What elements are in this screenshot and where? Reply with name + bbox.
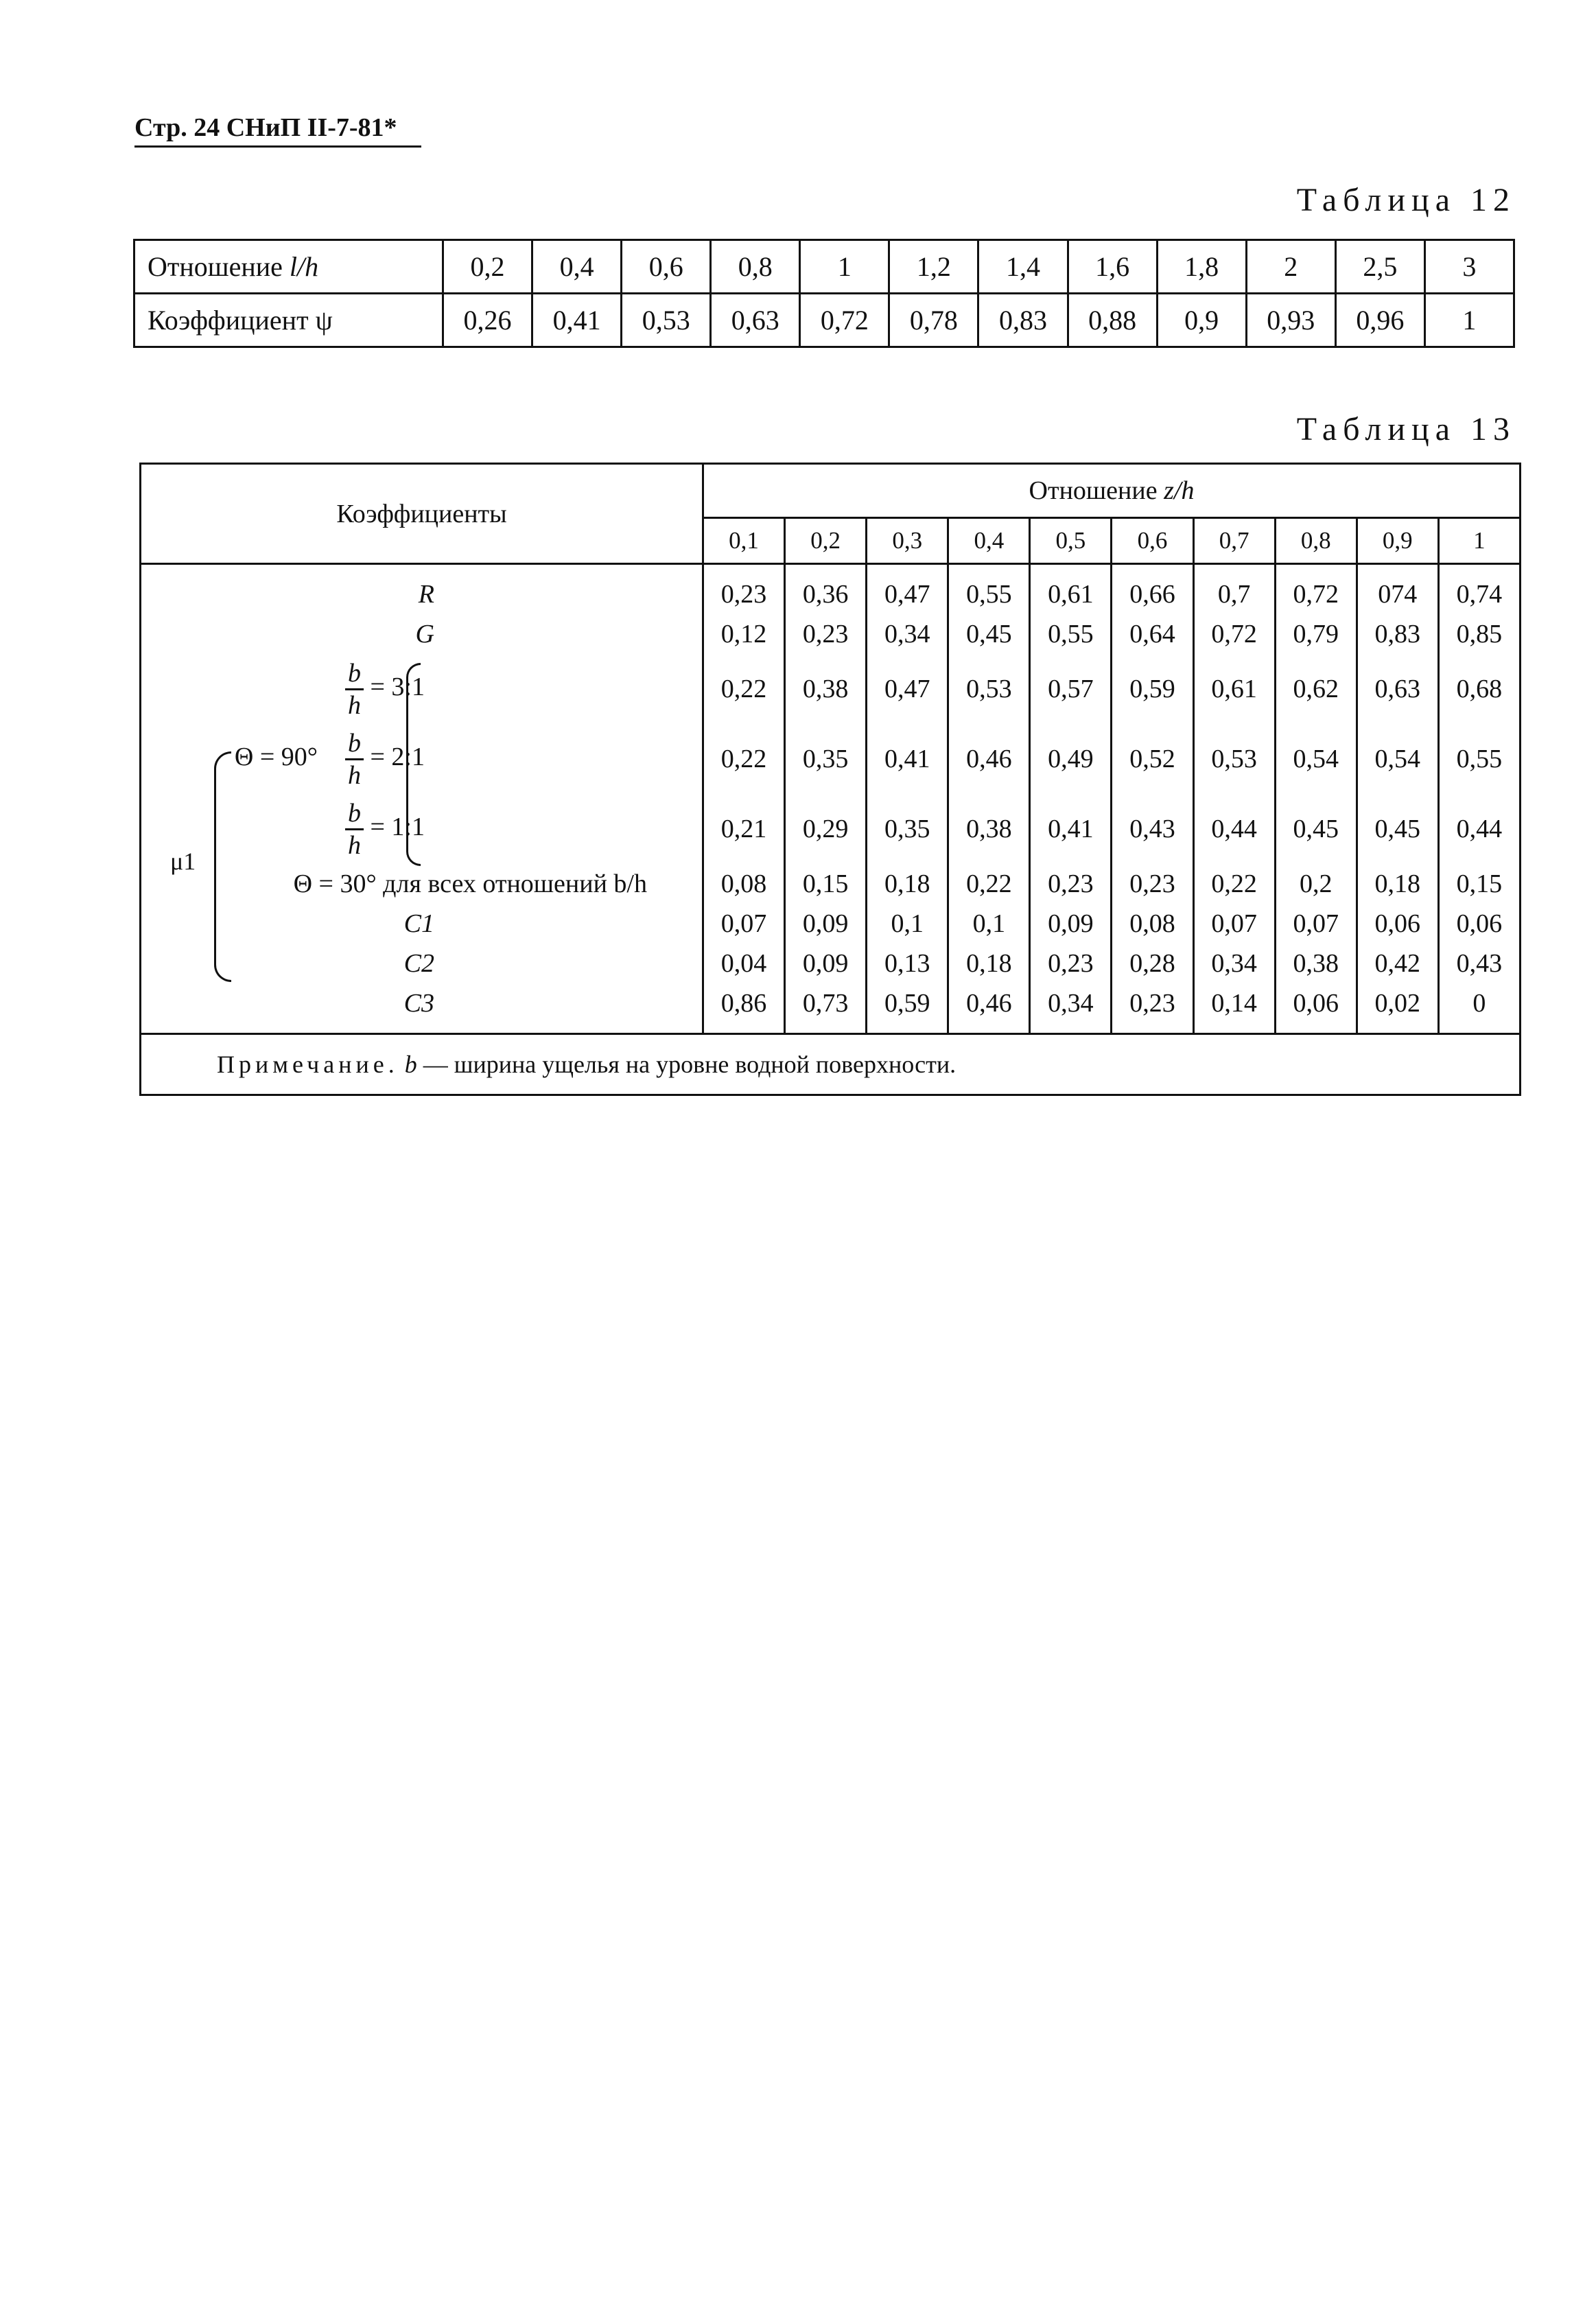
table-12-cell: 0,83 xyxy=(978,294,1068,347)
row-label: C2 xyxy=(141,944,703,983)
table-13-row-C2 xyxy=(141,944,1521,983)
value-cell: 0,38 xyxy=(1275,944,1357,983)
table-13-row-R xyxy=(141,564,1521,615)
row-label: G xyxy=(141,614,703,654)
value-cell: 0,62 xyxy=(1275,654,1357,724)
value-cell: 0,53 xyxy=(948,654,1030,724)
table-13-row-b-h-3-1 xyxy=(141,654,1521,724)
value-cell: 0,47 xyxy=(867,564,948,615)
table-12-cell: 0,96 xyxy=(1335,294,1424,347)
row-label: Θ = 30° для всех отношений b/h xyxy=(141,864,703,904)
value-cell: 0,15 xyxy=(785,864,867,904)
value-cell: 0,52 xyxy=(1112,724,1193,794)
value-cell: 0,41 xyxy=(867,724,948,794)
value-cell: 0,41 xyxy=(1030,794,1112,864)
header-underline xyxy=(134,145,421,148)
value-cell: 0,43 xyxy=(1112,794,1193,864)
value-cell: 0,06 xyxy=(1275,983,1357,1034)
value-cell: 0,18 xyxy=(1357,864,1438,904)
value-cell: 0,83 xyxy=(1357,614,1438,654)
value-cell: 0,35 xyxy=(867,794,948,864)
column-header: 0,6 xyxy=(1112,518,1193,564)
value-cell: 0,54 xyxy=(1275,724,1357,794)
table-12-cell: 0,9 xyxy=(1157,294,1246,347)
table-12-cell: 0,8 xyxy=(711,240,800,294)
mu1-label: μ1 xyxy=(170,848,196,875)
table-12-cell: 0,93 xyxy=(1246,294,1335,347)
table-12-row-label: Отношение l/h xyxy=(134,240,443,294)
value-cell: 0,61 xyxy=(1030,564,1112,615)
value-cell: 0,55 xyxy=(948,564,1030,615)
table-12-cell: 0,78 xyxy=(889,294,978,347)
table-12-row-coef xyxy=(134,294,1514,347)
row-label: Θ = 90° $\frac{b}{h}$ = 2:1 xyxy=(141,724,703,794)
value-cell: 0,23 xyxy=(785,614,867,654)
table-12-row-label: Коэффициент ψ xyxy=(134,294,443,347)
table-12 xyxy=(133,239,1515,348)
value-cell: 0,06 xyxy=(1438,904,1520,944)
value-cell: 0,72 xyxy=(1275,564,1357,615)
theta-90-label: Θ = 90° xyxy=(234,742,318,771)
table-12-cell: 0,26 xyxy=(443,294,532,347)
value-cell: 0,23 xyxy=(1030,944,1112,983)
fraction-b-h: $\frac{b}{h}$ xyxy=(345,728,364,791)
table-12-caption: Таблица 12 xyxy=(1296,182,1516,218)
table-13-row-b-h-2-1 xyxy=(141,724,1521,794)
value-cell: 0,43 xyxy=(1438,944,1520,983)
value-cell: 0,08 xyxy=(1112,904,1193,944)
value-cell: 0,07 xyxy=(703,904,785,944)
value-cell: 0,46 xyxy=(948,724,1030,794)
value-cell: 0,54 xyxy=(1357,724,1438,794)
column-header: 0,4 xyxy=(948,518,1030,564)
table-12-cell: 1,4 xyxy=(978,240,1068,294)
value-cell: 0,23 xyxy=(1030,864,1112,904)
value-cell: 0,29 xyxy=(785,794,867,864)
value-cell: 0,28 xyxy=(1112,944,1193,983)
table-13-row-C3 xyxy=(141,983,1521,1034)
value-cell: 0,23 xyxy=(1112,983,1193,1034)
value-cell: 0,72 xyxy=(1193,614,1275,654)
value-cell: 0,47 xyxy=(867,654,948,724)
value-cell: 0,44 xyxy=(1438,794,1520,864)
value-cell: 0,1 xyxy=(948,904,1030,944)
row-label: C1 xyxy=(141,904,703,944)
row-label: R xyxy=(141,564,703,615)
coef-header: Коэффициенты xyxy=(141,464,703,564)
value-cell: 0,34 xyxy=(1193,944,1275,983)
table-13-row-C1 xyxy=(141,904,1521,944)
value-cell: 0,55 xyxy=(1438,724,1520,794)
table-12-cell: 0,4 xyxy=(532,240,622,294)
value-cell: 0,38 xyxy=(785,654,867,724)
value-cell: 0,34 xyxy=(867,614,948,654)
value-cell: 0,63 xyxy=(1357,654,1438,724)
table-12-cell: 0,6 xyxy=(622,240,711,294)
value-cell: 0,22 xyxy=(948,864,1030,904)
value-cell: 0,44 xyxy=(1193,794,1275,864)
row-label: C3 xyxy=(141,983,703,1034)
theta-90-brace xyxy=(406,663,421,866)
table-13-row-theta-30 xyxy=(141,864,1521,904)
value-cell: 0,09 xyxy=(1030,904,1112,944)
value-cell: 0,66 xyxy=(1112,564,1193,615)
column-header: 0,7 xyxy=(1193,518,1275,564)
value-cell: 0,59 xyxy=(867,983,948,1034)
value-cell: 0,09 xyxy=(785,944,867,983)
value-cell: 0,08 xyxy=(703,864,785,904)
value-cell: 0,64 xyxy=(1112,614,1193,654)
value-cell: 0,21 xyxy=(703,794,785,864)
value-cell: 0,36 xyxy=(785,564,867,615)
value-cell: 0,45 xyxy=(948,614,1030,654)
table-12-cell: 2,5 xyxy=(1335,240,1424,294)
value-cell: 0,12 xyxy=(703,614,785,654)
value-cell: 0,74 xyxy=(1438,564,1520,615)
value-cell: 0,61 xyxy=(1193,654,1275,724)
value-cell: 0,85 xyxy=(1438,614,1520,654)
value-cell: 074 xyxy=(1357,564,1438,615)
table-12-cell: 0,72 xyxy=(800,294,889,347)
value-cell: 0,46 xyxy=(948,983,1030,1034)
page-header: Стр. 24 СНиП II-7-81* xyxy=(134,113,397,142)
table-12-cell: 0,88 xyxy=(1068,294,1157,347)
value-cell: 0,22 xyxy=(703,654,785,724)
table-13-note-row xyxy=(141,1034,1521,1095)
value-cell: 0,53 xyxy=(1193,724,1275,794)
value-cell: 0,38 xyxy=(948,794,1030,864)
value-cell: 0,86 xyxy=(703,983,785,1034)
table-12-cell: 0,53 xyxy=(622,294,711,347)
fraction-b-h: $\frac{b}{h}$ xyxy=(345,658,364,721)
value-cell: 0,79 xyxy=(1275,614,1357,654)
table-12-cell: 0,41 xyxy=(532,294,622,347)
value-cell: 0,07 xyxy=(1275,904,1357,944)
value-cell: 0,18 xyxy=(948,944,1030,983)
value-cell: 0,04 xyxy=(703,944,785,983)
mu1-group-brace xyxy=(214,751,231,982)
value-cell: 0,02 xyxy=(1357,983,1438,1034)
value-cell: 0,55 xyxy=(1030,614,1112,654)
table-12-row-ratio xyxy=(134,240,1514,294)
table-12-cell: 0,63 xyxy=(711,294,800,347)
table-12-cell: 3 xyxy=(1424,240,1514,294)
value-cell: 0,45 xyxy=(1275,794,1357,864)
table-13-note: Примечание. b — ширина ущелья на уровне водной поверхности. xyxy=(141,1034,1521,1095)
table-13-header-row xyxy=(141,464,1521,518)
value-cell: 0,35 xyxy=(785,724,867,794)
column-header: 0,3 xyxy=(867,518,948,564)
table-13-caption: Таблица 13 xyxy=(1296,411,1516,447)
row-label: $\frac{b}{h}$ = 3:1 xyxy=(141,654,703,724)
value-cell: 0,73 xyxy=(785,983,867,1034)
column-header: 0,5 xyxy=(1030,518,1112,564)
value-cell: 0,7 xyxy=(1193,564,1275,615)
table-12-cell: 1 xyxy=(800,240,889,294)
table-12-cell: 1 xyxy=(1424,294,1514,347)
column-header: 1 xyxy=(1438,518,1520,564)
table-13-row-G xyxy=(141,614,1521,654)
table-12-cell: 1,6 xyxy=(1068,240,1157,294)
column-header: 0,8 xyxy=(1275,518,1357,564)
ratio-header: Отношение z/h xyxy=(703,464,1521,518)
value-cell: 0,18 xyxy=(867,864,948,904)
table-13 xyxy=(139,463,1521,1096)
value-cell: 0,15 xyxy=(1438,864,1520,904)
table-13-row-b-h-1-1 xyxy=(141,794,1521,864)
table-12-cell: 1,2 xyxy=(889,240,978,294)
column-header: 0,1 xyxy=(703,518,785,564)
value-cell: 0,2 xyxy=(1275,864,1357,904)
value-cell: 0,14 xyxy=(1193,983,1275,1034)
table-12-cell: 2 xyxy=(1246,240,1335,294)
row-label: $\frac{b}{h}$ = 1:1 xyxy=(141,794,703,864)
value-cell: 0,34 xyxy=(1030,983,1112,1034)
fraction-b-h: $\frac{b}{h}$ xyxy=(345,798,364,861)
value-cell: 0,13 xyxy=(867,944,948,983)
value-cell: 0,68 xyxy=(1438,654,1520,724)
value-cell: 0,22 xyxy=(1193,864,1275,904)
value-cell: 0,23 xyxy=(703,564,785,615)
value-cell: 0,59 xyxy=(1112,654,1193,724)
column-header: 0,9 xyxy=(1357,518,1438,564)
column-header: 0,2 xyxy=(785,518,867,564)
table-12-cell: 0,2 xyxy=(443,240,532,294)
value-cell: 0,06 xyxy=(1357,904,1438,944)
value-cell: 0,22 xyxy=(703,724,785,794)
value-cell: 0 xyxy=(1438,983,1520,1034)
value-cell: 0,42 xyxy=(1357,944,1438,983)
table-12-cell: 1,8 xyxy=(1157,240,1246,294)
value-cell: 0,45 xyxy=(1357,794,1438,864)
value-cell: 0,1 xyxy=(867,904,948,944)
value-cell: 0,07 xyxy=(1193,904,1275,944)
value-cell: 0,49 xyxy=(1030,724,1112,794)
value-cell: 0,57 xyxy=(1030,654,1112,724)
value-cell: 0,23 xyxy=(1112,864,1193,904)
value-cell: 0,09 xyxy=(785,904,867,944)
